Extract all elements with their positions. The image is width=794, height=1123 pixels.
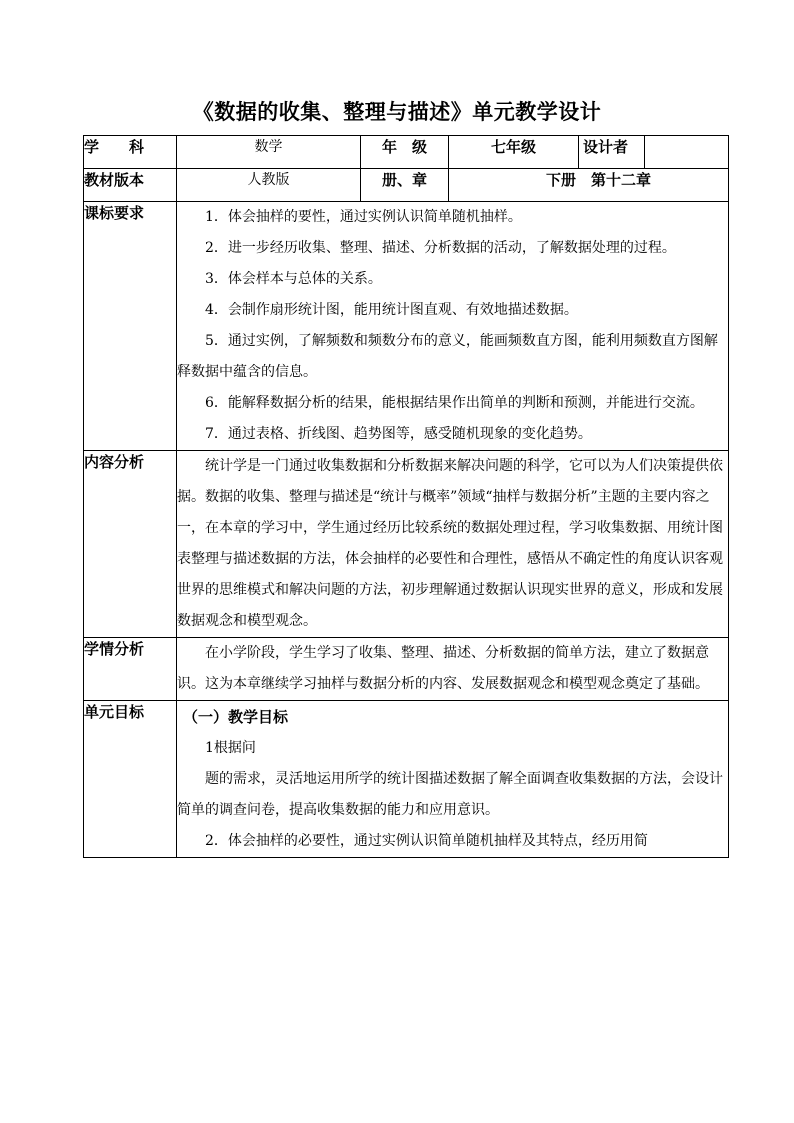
goals-item-1: 1根据问 bbox=[205, 740, 256, 756]
grade-label-cell bbox=[361, 136, 449, 169]
table-row-goals bbox=[84, 701, 729, 858]
content-analysis-cell bbox=[177, 451, 729, 638]
edition-label-cell bbox=[84, 169, 177, 202]
designer-label-cell bbox=[579, 136, 645, 169]
content-label: 内容分析 bbox=[84, 453, 145, 471]
goals-label-cell bbox=[84, 701, 177, 858]
content-analysis-text: 统计学是一门通过收集数据和分析数据来解决问题的科学，它可以为人们决策提供依据。数据的收集、整理与描述是“统计与概率”领域“抽样与数据分析”主题的主要内容之一，在本章的学习中，学生通过经历比较系统的数据处理过程，学习收集数据、用统计图表整理与描述数据的方法，体会抽样的必要性和合理性，感悟从不确定性的角度认识客观世界的思维模式和解决问题的方法，初步理解通过数据认识现实世界的意义，形成和发展数据观念和模型观念。 bbox=[177, 458, 723, 629]
content-label-cell bbox=[84, 451, 177, 638]
goals-content-cell bbox=[177, 701, 729, 858]
curriculum-content-cell bbox=[177, 202, 729, 451]
edition-value: 人教版 bbox=[247, 172, 290, 188]
curriculum-label-cell bbox=[84, 202, 177, 451]
volume-label: 册、章 bbox=[381, 171, 427, 189]
subject-label: 学 科 bbox=[84, 138, 145, 156]
table-row-curriculum bbox=[84, 202, 729, 451]
curriculum-item-7: 7．通过表格、折线图、趋势图等，感受随机现象的变化趋势。 bbox=[205, 426, 592, 442]
goals-item-2: 2．体会抽样的必要性，通过实例认识简单随机抽样及其特点，经历用简 bbox=[205, 833, 648, 849]
edition-label: 教材版本 bbox=[84, 171, 145, 189]
curriculum-item-3: 3．体会样本与总体的关系。 bbox=[205, 271, 382, 287]
grade-value: 七年级 bbox=[490, 138, 536, 156]
designer-label: 设计者 bbox=[583, 138, 629, 156]
table-row-subject bbox=[84, 136, 729, 169]
goals-label: 单元目标 bbox=[84, 703, 145, 721]
volume-value-cell bbox=[449, 169, 729, 202]
goals-subheading: （一）教学目标 bbox=[183, 708, 289, 726]
table-row-content bbox=[84, 451, 729, 638]
table-row-edition bbox=[84, 169, 729, 202]
curriculum-label: 课标要求 bbox=[84, 204, 145, 222]
subject-value-cell bbox=[177, 136, 361, 169]
grade-label: 年 级 bbox=[381, 138, 427, 156]
goals-item-1-continued: 题的需求，灵活地运用所学的统计图描述数据了解全面调查收集数据的方法，会设计简单的调查问卷，提高收集数据的能力和应用意识。 bbox=[177, 771, 723, 818]
students-analysis-cell bbox=[177, 638, 729, 701]
document-title: 《数据的收集、整理与描述》单元教学设计 bbox=[192, 100, 602, 124]
edition-value-cell bbox=[177, 169, 361, 202]
students-label: 学情分析 bbox=[84, 640, 145, 658]
subject-value: 数学 bbox=[254, 139, 283, 155]
curriculum-item-6: 6．能解释数据分析的结果，能根据结果作出简单的判断和预测，并能进行交流。 bbox=[205, 395, 704, 411]
subject-label-cell bbox=[84, 136, 177, 169]
designer-value-cell bbox=[645, 136, 729, 169]
curriculum-item-1: 1．体会抽样的要性，通过实例认识简单随机抽样。 bbox=[205, 209, 522, 225]
volume-value: 下册 第十二章 bbox=[545, 171, 651, 189]
curriculum-item-2: 2．进一步经历收集、整理、描述、分析数据的活动，了解数据处理的过程。 bbox=[205, 240, 676, 256]
design-table bbox=[83, 135, 729, 858]
curriculum-item-5: 5．通过实例，了解频数和频数分布的意义，能画频数直方图，能利用频数直方图解释数据中蕴含的信息。 bbox=[177, 333, 718, 380]
grade-value-cell bbox=[449, 136, 579, 169]
students-analysis-text: 在小学阶段，学生学习了收集、整理、描述、分析数据的简单方法，建立了数据意识。这为本章继续学习抽样与数据分析的内容、发展数据观念和模型观念奠定了基础。 bbox=[177, 645, 709, 692]
curriculum-item-4: 4．会制作扇形统计图，能用统计图直观、有效地描述数据。 bbox=[205, 302, 578, 318]
table-row-students bbox=[84, 638, 729, 701]
students-label-cell bbox=[84, 638, 177, 701]
volume-label-cell bbox=[361, 169, 449, 202]
